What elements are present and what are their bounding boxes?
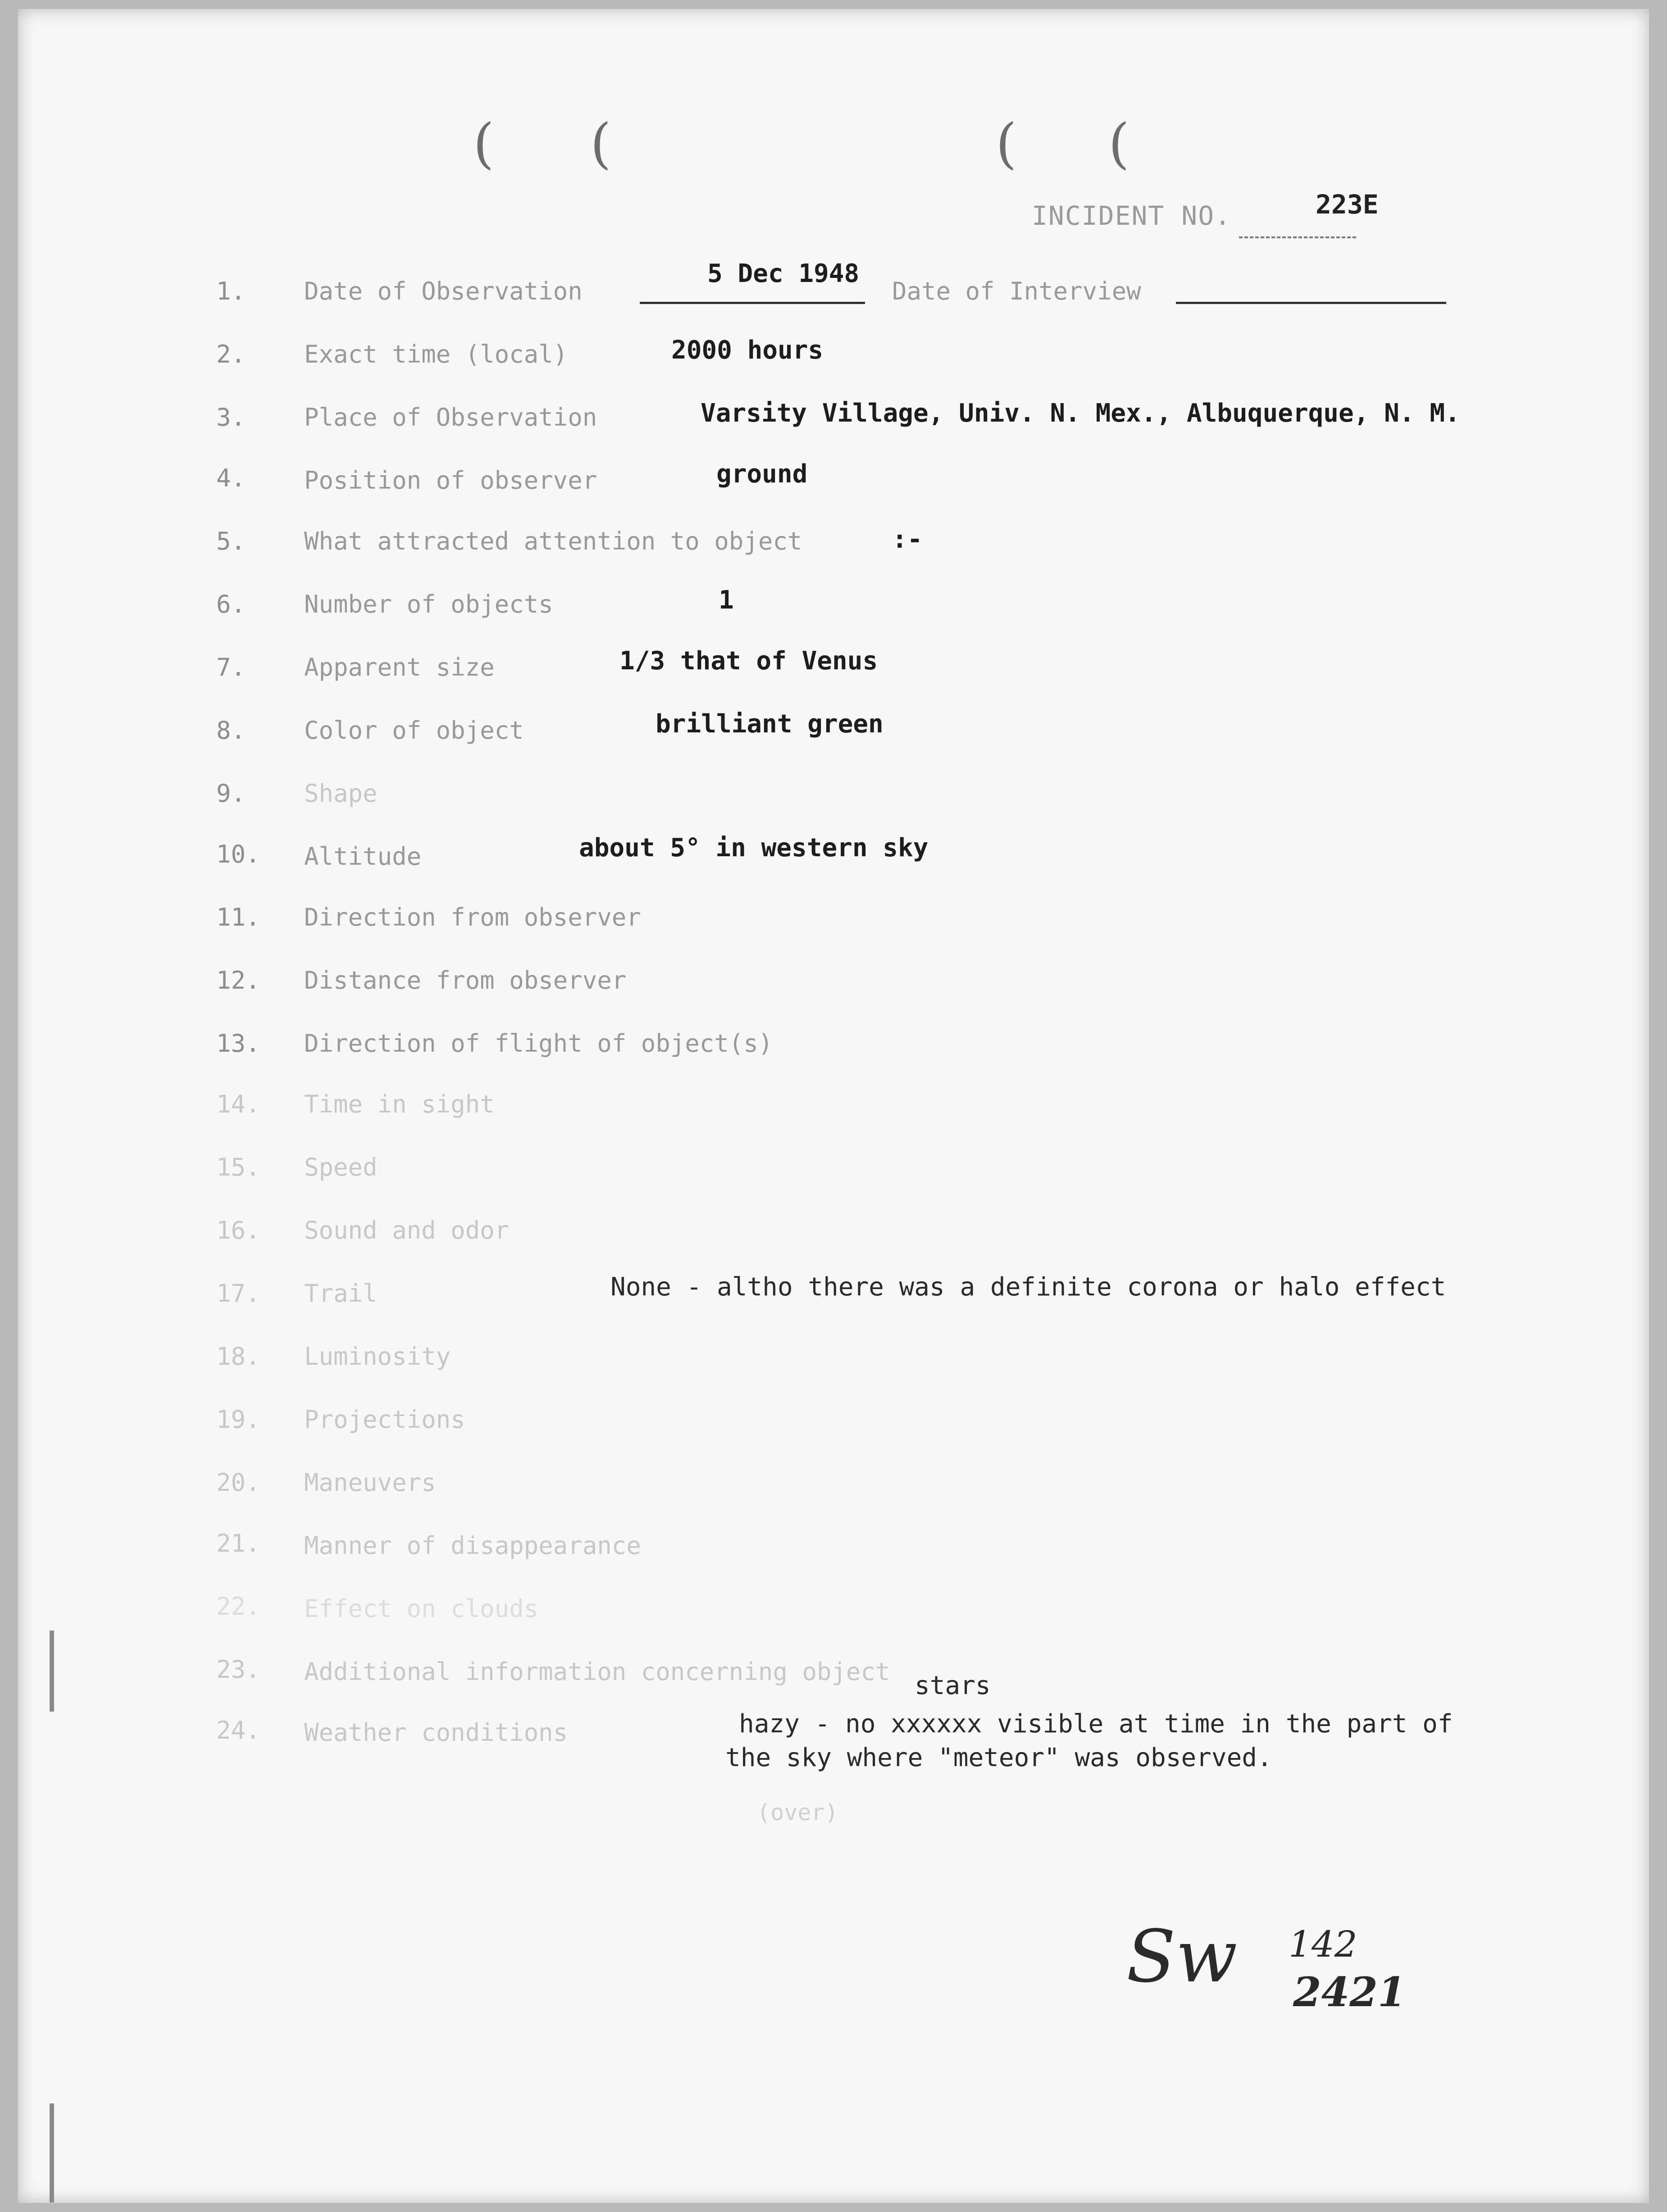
field-value-apparent-size: 1/3 that of Venus bbox=[619, 646, 878, 676]
row-number: 19. bbox=[216, 1405, 260, 1434]
punch-hole-mark: ( bbox=[1108, 113, 1130, 175]
weather-insert-stars: stars bbox=[915, 1671, 991, 1700]
field-label-maneuvers: Maneuvers bbox=[304, 1468, 436, 1497]
row-number: 9. bbox=[216, 779, 246, 808]
row-number: 24. bbox=[216, 1716, 260, 1744]
field-label-date-of-observation: Date of Observation bbox=[304, 277, 583, 305]
incident-number: 223E bbox=[1316, 189, 1379, 220]
handwritten-signature: Sw bbox=[1126, 1914, 1238, 1999]
row-number: 7. bbox=[216, 653, 246, 681]
field-value-exact-time: 2000 hours bbox=[671, 336, 824, 365]
field-label-number-of-objects: Number of objects bbox=[304, 590, 553, 618]
field-value-date-of-observation: 5 Dec 1948 bbox=[707, 259, 860, 288]
field-value-what-attracted-attention: :- bbox=[892, 525, 923, 554]
field-label-date-of-interview: Date of Interview bbox=[892, 277, 1141, 305]
field-label-direction-from-observer: Direction from observer bbox=[304, 903, 641, 931]
row-number: 22. bbox=[216, 1592, 260, 1621]
field-label-luminosity: Luminosity bbox=[304, 1342, 451, 1371]
field-label-color-of-object: Color of object bbox=[304, 716, 524, 745]
row-number: 3. bbox=[216, 403, 246, 431]
handwritten-number: 2421 bbox=[1293, 1968, 1406, 2016]
row-number: 17. bbox=[216, 1279, 260, 1308]
field-label-projections: Projections bbox=[304, 1405, 465, 1434]
field-label-trail: Trail bbox=[304, 1279, 378, 1308]
field-value-trail: None - altho there was a definite corona or halo effect bbox=[610, 1272, 1446, 1302]
field-label-effect-on-clouds: Effect on clouds bbox=[304, 1594, 539, 1623]
row-number: 21. bbox=[216, 1529, 260, 1558]
edge-mark bbox=[50, 1631, 54, 1712]
row-number: 14. bbox=[216, 1090, 260, 1118]
field-label-sound-and-odor: Sound and odor bbox=[304, 1216, 510, 1245]
field-label-weather-conditions: Weather conditions bbox=[304, 1718, 568, 1747]
field-label-shape: Shape bbox=[304, 779, 378, 808]
punch-hole-mark: ( bbox=[996, 113, 1017, 175]
field-value-color-of-object: brilliant green bbox=[656, 709, 884, 739]
handwritten-number: 142 bbox=[1289, 1923, 1357, 1965]
row-number: 6. bbox=[216, 590, 246, 618]
field-label-distance-from-observer: Distance from observer bbox=[304, 966, 627, 995]
row-number: 16. bbox=[216, 1216, 260, 1245]
field-label-direction-of-flight: Direction of flight of object(s) bbox=[304, 1029, 773, 1058]
field-value-weather-line2: the sky where "meteor" was observed. bbox=[725, 1743, 1272, 1772]
field-label-altitude: Altitude bbox=[304, 842, 422, 871]
row-number: 12. bbox=[216, 966, 260, 995]
field-value-number-of-objects: 1 bbox=[719, 586, 734, 615]
row-number: 13. bbox=[216, 1029, 260, 1058]
field-label-additional-information: Additional information concerning object bbox=[304, 1658, 890, 1686]
field-label-manner-of-disappearance: Manner of disappearance bbox=[304, 1531, 641, 1560]
punch-hole-mark: ( bbox=[473, 113, 494, 175]
row-number: 4. bbox=[216, 464, 246, 492]
incident-label: INCIDENT NO. bbox=[1032, 200, 1232, 231]
field-label-what-attracted-attention: What attracted attention to object bbox=[304, 527, 802, 555]
field-label-speed: Speed bbox=[304, 1153, 378, 1181]
field-value-weather-conditions: hazy - no xxxxxx visible at time in the part of bbox=[739, 1709, 1453, 1739]
incident-underline bbox=[1239, 236, 1356, 238]
document-page bbox=[18, 9, 1649, 2203]
punch-hole-mark: ( bbox=[590, 113, 611, 175]
row-number: 5. bbox=[216, 527, 246, 555]
edge-mark bbox=[50, 2103, 54, 2203]
row-number: 11. bbox=[216, 903, 260, 931]
field-label-apparent-size: Apparent size bbox=[304, 653, 495, 681]
row-number: 23. bbox=[216, 1655, 260, 1684]
date-underline bbox=[640, 302, 865, 304]
row-number: 15. bbox=[216, 1153, 260, 1181]
row-number: 10. bbox=[216, 840, 260, 868]
field-label-exact-time: Exact time (local) bbox=[304, 340, 568, 368]
over-note: (over) bbox=[757, 1799, 838, 1826]
row-number: 1. bbox=[216, 277, 246, 305]
row-number: 2. bbox=[216, 340, 246, 368]
row-number: 18. bbox=[216, 1342, 260, 1371]
field-value-place-of-observation: Varsity Village, Univ. N. Mex., Albuquerque, N. M. bbox=[701, 399, 1460, 428]
field-label-place-of-observation: Place of Observation bbox=[304, 403, 597, 431]
field-label-time-in-sight: Time in sight bbox=[304, 1090, 495, 1118]
field-label-position-of-observer: Position of observer bbox=[304, 466, 597, 495]
interview-underline bbox=[1176, 302, 1446, 304]
field-value-altitude: about 5° in western sky bbox=[579, 833, 929, 863]
row-number: 8. bbox=[216, 716, 246, 745]
field-value-position-of-observer: ground bbox=[716, 459, 808, 489]
row-number: 20. bbox=[216, 1468, 260, 1497]
